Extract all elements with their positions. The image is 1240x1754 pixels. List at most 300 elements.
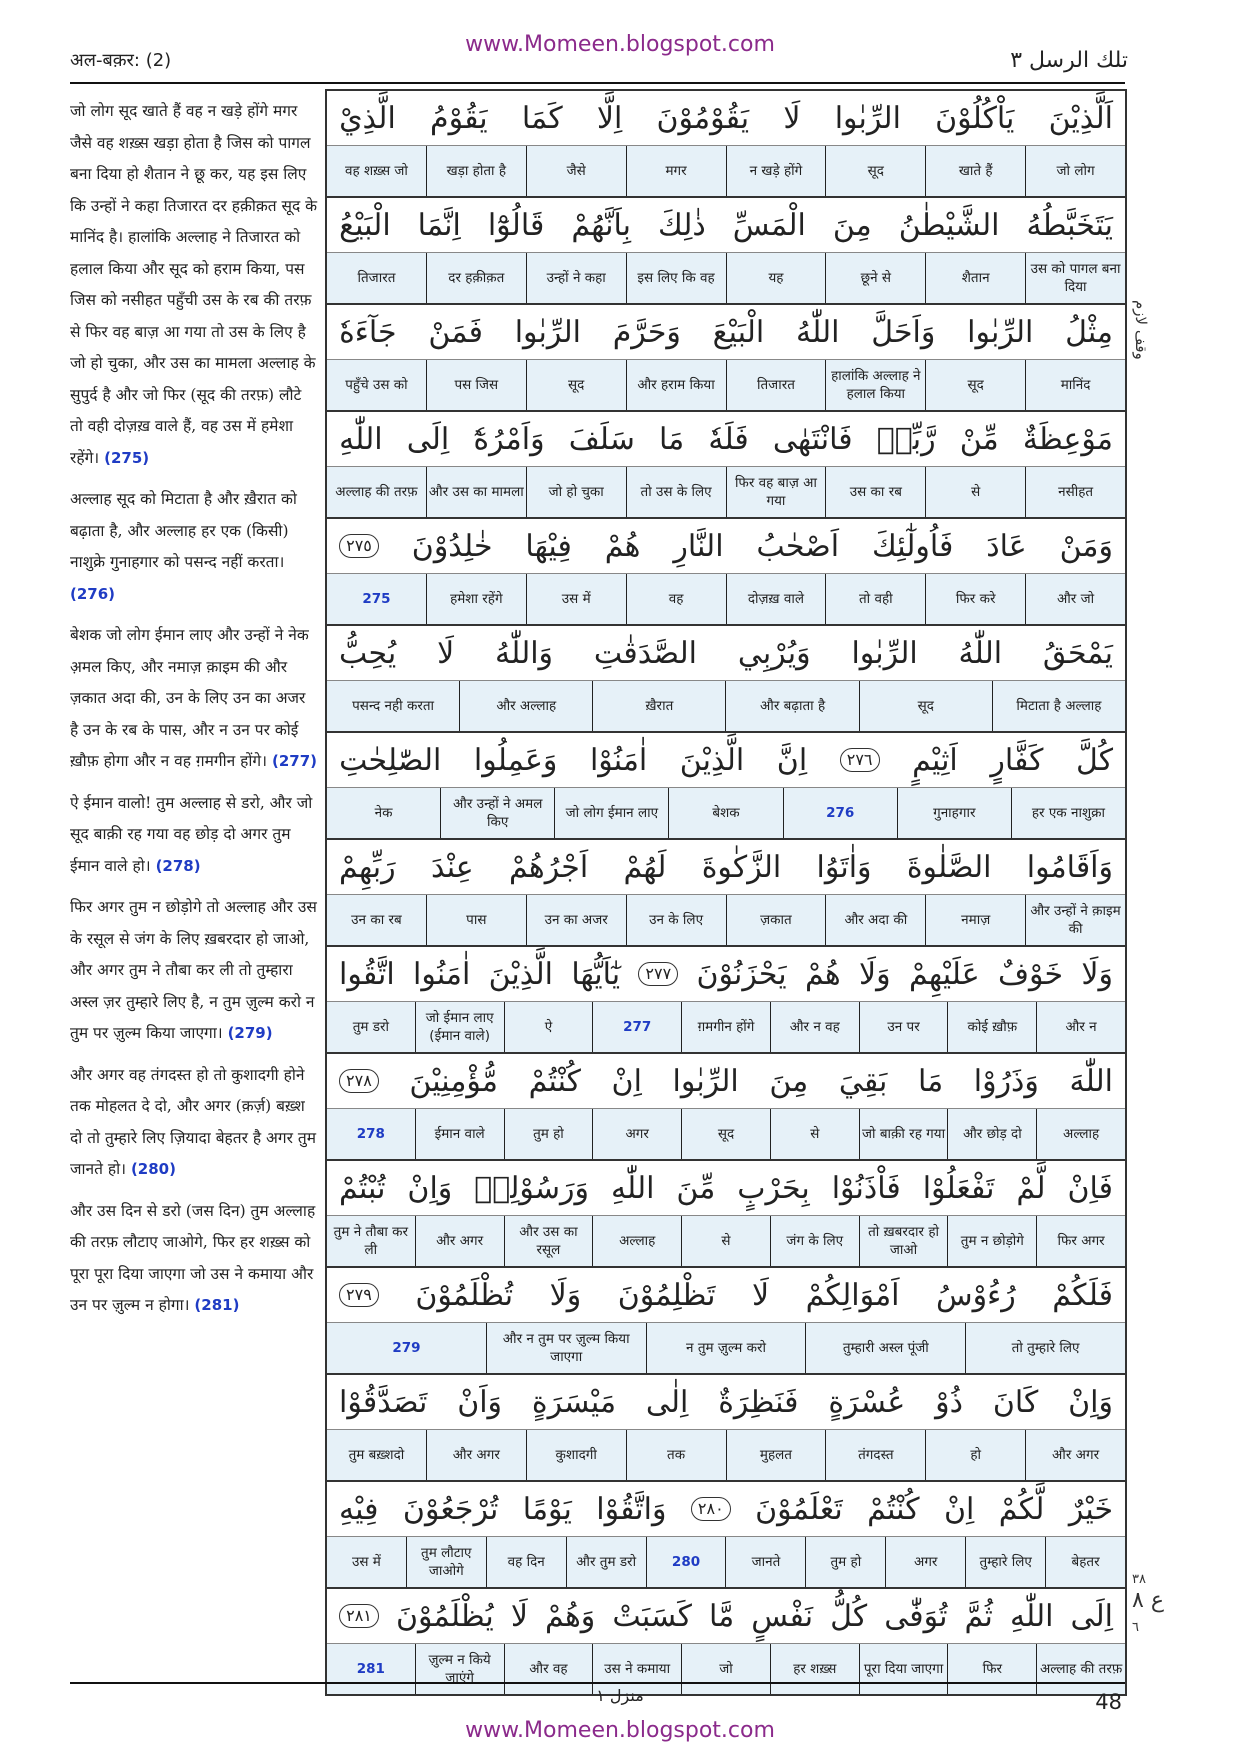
arabic-word: يَقُوْمُ: [430, 100, 488, 136]
translation-cell: यह: [726, 253, 826, 303]
translation-paragraph: फिर अगर तुम न छोड़ोगे तो अल्लाह और उस के रसूल से जंग के लिए ख़बरदार हो जाओ, और अगर तुम ने तौबा कर ली तो तुम्हारा अस्ल ज़र तुम्हारे लिए है, न तुम ज़ुल्म करो न तुम पर ज़ुल्म किया जाएगा। (279): [70, 898, 317, 1042]
arabic-word: تَعْلَمُوْنَ: [755, 1491, 843, 1527]
ruku-count-top: ٣٨: [1132, 1572, 1146, 1587]
verse-number: (277): [271, 752, 317, 770]
ayah-end-marker: ٢٧٨: [339, 1069, 379, 1093]
arabic-verse-line: [327, 91, 1125, 146]
arabic-word: مُّؤْمِنِيْنَ: [409, 1063, 498, 1099]
arabic-word: الَّذِيْنَ: [679, 742, 745, 778]
translation-cell: न खड़े होंगे: [726, 146, 826, 196]
translation-row: [327, 1323, 1125, 1375]
translation-cell: हर शख़्स: [770, 1644, 859, 1694]
arabic-word: اَلَّذِيْنَ: [1048, 100, 1113, 136]
arabic-word: ذٰلِكَ: [657, 207, 706, 243]
translation-cell: जो हो चुका: [526, 467, 626, 517]
arabic-word: الشَّيْطٰنُ: [898, 207, 1000, 243]
translation-cell: जो बाक़ी रह गया: [859, 1109, 948, 1159]
arabic-verse-line: [327, 305, 1125, 360]
translation-cell: से: [925, 467, 1025, 517]
translation-paragraph: और अगर वह तंगदस्त हो तो कुशादगी होने तक मोहलत दे दो, और अगर (क़र्ज़) बख़्श दो तो तुम्हारे लिए ज़ियादा बेहतर है अगर तुम जानते हो। (280): [70, 1065, 316, 1178]
translation-cell: तुम न छोड़ोगे: [947, 1216, 1036, 1266]
translation-cell: जो ईमान लाए (ईमान वाले): [415, 1002, 504, 1052]
arabic-word: فَاْذَنُوْا: [831, 1170, 901, 1206]
translation-cell: बेहतर: [1045, 1537, 1125, 1587]
arabic-word: وَاَحَلَّ: [871, 314, 936, 350]
arabic-word: اِنَّمَا: [417, 207, 461, 243]
translation-cell: और बढ़ाता है: [725, 681, 858, 731]
translation-cell: मुहलत: [726, 1430, 826, 1480]
arabic-word: مَّا: [709, 1598, 735, 1634]
translation-cell: पास: [426, 895, 526, 945]
arabic-word: وَاَقَامُوا: [1026, 849, 1113, 885]
translation-cell: और उस का रसूल: [504, 1216, 593, 1266]
translation-cell: और अल्लाह: [459, 681, 592, 731]
verse-number: (275): [104, 448, 150, 467]
arabic-verse-line: [327, 1482, 1125, 1537]
translation-row: [327, 146, 1125, 198]
translation-cell: अल्लाह की तरफ़: [335, 484, 418, 500]
arabic-verse-line: [327, 1161, 1125, 1216]
header-url[interactable]: www.Momeen.blogspot.com: [465, 32, 775, 57]
translation-cell: नेक: [374, 805, 393, 821]
translation-cell: सूद: [859, 681, 992, 731]
arabic-word: الرِّبٰوا: [967, 314, 1034, 350]
ruku-count-bottom: ٦: [1132, 1620, 1139, 1635]
translation-cell: खाते हैं: [925, 146, 1025, 196]
ayah-end-marker: ٢٨١: [339, 1604, 379, 1628]
arabic-word: اِنْ: [943, 1491, 975, 1527]
translation-cell: तुम हो: [805, 1537, 885, 1587]
arabic-word: تُبْتُمْ: [339, 1170, 386, 1206]
translation-cell: तक: [626, 1430, 726, 1480]
translation-cell: जो लोग ईमान लाए: [554, 788, 668, 838]
arabic-word: كَانَ: [992, 1384, 1039, 1420]
arabic-word: مِّنَ: [676, 1170, 716, 1206]
translation-cell: और वह: [504, 1644, 593, 1694]
arabic-word: يَوْمًا: [522, 1491, 572, 1527]
translation-cell: पसन्द नही करता: [352, 698, 435, 714]
ayah-end-marker: ٢٧٦: [840, 748, 880, 772]
footer-rule: [70, 1682, 1125, 1684]
arabic-word: لَا: [783, 100, 801, 136]
arabic-word: يٰٓاَيُّهَا: [571, 956, 621, 992]
translation-cell: पहुँचे उस को: [345, 377, 408, 393]
arabic-word: وَذَرُوْا: [973, 1063, 1039, 1099]
arabic-word: وَلَا: [549, 1277, 582, 1313]
arabic-word: فَمَنْ: [428, 314, 483, 350]
arabic-word: تُرْجَعُوْنَ: [402, 1491, 499, 1527]
arabic-word: وَهُمْ: [545, 1598, 596, 1634]
arabic-verse-line: [327, 412, 1125, 467]
translation-cell: तुम्हारी अस्ल पूंजी: [805, 1323, 965, 1373]
translation-cell: बेशक: [668, 788, 782, 838]
page-number: 48: [1095, 1690, 1122, 1714]
translation-cell: तुम्हारे लिए: [965, 1537, 1045, 1587]
arabic-word: رُءُوْسُ: [935, 1277, 1016, 1313]
arabic-word: فِيْهِ: [339, 1491, 379, 1527]
arabic-word: اللّٰهِ: [610, 1170, 655, 1206]
arabic-word: الْمَسِّ: [732, 207, 806, 243]
translation-cell: और न तुम पर ज़ुल्म किया जाएगा: [486, 1323, 646, 1373]
arabic-word: يُحِبُّ: [339, 635, 397, 671]
translation-cell: उन के लिए: [626, 895, 726, 945]
arabic-verse-line: [327, 733, 1125, 788]
arabic-verse-line: [327, 626, 1125, 681]
translation-cell: कुशादगी: [526, 1430, 626, 1480]
translation-cell: और जो: [1025, 574, 1125, 624]
translation-row: [327, 574, 1125, 626]
arabic-word: الْبَيْعَ: [712, 314, 765, 350]
footer-url[interactable]: www.Momeen.blogspot.com: [465, 1718, 775, 1743]
arabic-word: وَاللّٰهُ: [495, 635, 554, 671]
arabic-verse-line: [327, 198, 1125, 253]
translation-cell: सूद: [925, 360, 1025, 410]
translation-cell: तंगदस्त: [825, 1430, 925, 1480]
waqf-lazim-mark: وقف لازم: [1132, 300, 1150, 360]
header-rule: [70, 82, 1125, 84]
translation-cell: जो लोग: [1025, 146, 1125, 196]
translation-cell: जैसे: [526, 146, 626, 196]
arabic-word: وَرَسُوْلِهٖ: [474, 1170, 589, 1206]
translation-cell: हो: [925, 1430, 1025, 1480]
arabic-word: مِّنْ: [959, 421, 999, 457]
arabic-word: الزَّكٰوةَ: [701, 849, 782, 885]
surah-header-hindi: अल-बक़र: (2): [70, 50, 172, 71]
ayah-end-marker: ٢٧٥: [339, 534, 379, 558]
translation-cell: से: [770, 1109, 859, 1159]
arabic-word: كُنْتُمْ: [867, 1491, 920, 1527]
translation-cell: वह: [626, 574, 726, 624]
arabic-word: الَّذِيْ: [339, 100, 396, 136]
translation-cell: न तुम ज़ुल्म करो: [646, 1323, 806, 1373]
translation-cell: तो ख़बरदार हो जाओ: [859, 1216, 948, 1266]
ruku-mark: ع ٨: [1132, 1588, 1164, 1613]
arabic-word: لَهُمْ: [623, 849, 667, 885]
arabic-word: وَاتَّقُوْا: [596, 1491, 667, 1527]
translation-cell: ख़ैरात: [592, 681, 725, 731]
arabic-word: مَوْعِظَةٌ: [1022, 421, 1113, 457]
arabic-word: وَاَمْرُهٗٓ: [473, 421, 545, 457]
translation-cell: और हराम किया: [626, 360, 726, 410]
translation-cell: और न वह: [770, 1002, 859, 1052]
arabic-word: مَيْسَرَةٍ: [531, 1384, 617, 1420]
arabic-word: كُنْتُمْ: [528, 1063, 581, 1099]
translation-cell: जंग के लिए: [770, 1216, 859, 1266]
translation-cell: ग़मगीन होंगे: [681, 1002, 770, 1052]
translation-cell: 278: [356, 1126, 385, 1142]
arabic-word: تَفْعَلُوْا: [922, 1170, 995, 1206]
translation-cell: दोज़ख़ वाले: [726, 574, 826, 624]
arabic-word: الرِّبٰوا: [672, 1063, 739, 1099]
translation-cell: और उन्हों ने अमल किए: [440, 788, 554, 838]
arabic-word: الصّٰلِحٰتِ: [339, 742, 442, 778]
translation-cell: और अगर: [426, 1430, 526, 1480]
translation-cell: ऐ: [504, 1002, 593, 1052]
translation-cell: 280: [646, 1537, 726, 1587]
arabic-word: رَّبِّهٖ: [876, 421, 936, 457]
translation-cell: और उस का मामला: [426, 467, 526, 517]
translation-cell: और छोड़ दो: [947, 1109, 1036, 1159]
arabic-word: بِحَرْبٍ: [737, 1170, 810, 1206]
arabic-word: عَلَيْهِمْ: [908, 956, 980, 992]
arabic-word: يَحْزَنُوْنَ: [696, 956, 787, 992]
verse-number: (281): [194, 1296, 240, 1314]
translation-cell: पस जिस: [426, 360, 526, 410]
translation-cell: इस लिए कि वह: [626, 253, 726, 303]
translation-cell: तो वही: [825, 574, 925, 624]
arabic-word: فَلَكُمْ: [1052, 1277, 1113, 1313]
translation-cell: मानिंद: [1025, 360, 1125, 410]
arabic-verse-line: [327, 519, 1125, 574]
translation-cell: मगर: [626, 146, 726, 196]
arabic-word: الرِّبٰوا: [834, 100, 901, 136]
translation-cell: उस में: [351, 1554, 381, 1570]
arabic-verse-line: [327, 1589, 1125, 1644]
arabic-word: الْبَيْعُ: [339, 207, 391, 243]
arabic-word: كَفَّارٍ: [990, 742, 1044, 778]
arabic-word: كَمَا: [521, 100, 563, 136]
translation-paragraph: ऐ ईमान वालो! तुम अल्लाह से डरो, और जो सूद बाक़ी रह गया वह छोड़ दो अगर तुम ईमान वाले हो। (278): [70, 793, 313, 875]
arabic-word: لَّمْ: [1016, 1170, 1046, 1206]
translation-cell: खड़ा होता है: [426, 146, 526, 196]
translation-row: [327, 253, 1125, 305]
arabic-word: ثُمَّ: [964, 1598, 993, 1634]
arabic-word: اَصْحٰبُ: [756, 528, 840, 564]
translation-paragraph: जो लोग सूद खाते हैं वह न खड़े होंगे मगर जैसे वह शख़्स खड़ा होता है जिस को पागल बना दिया हो शैतान ने छू कर, यह इस लिए कि उन्हों ने कहा तिजारत दर हक़ीक़त सूद के मानिंद है। हालांकि अल्लाह ने तिजारत को हलाल किया और सूद को हराम किया, पस जिस को नसीहत पहुँची उस के रब की तरफ़ से फिर वह बाज़ आ गया तो उस के लिए है जो हो चुका, और उस का मामला अल्लाह के सुपुर्द है और जो फिर (सूद की तरफ़) लौटे तो वही दोज़ख़ वाले हैं, वह उस में हमेशा रहेंगे। (275): [70, 102, 318, 467]
juz-header-arabic: تلك الرسل ٣: [1010, 48, 1128, 73]
translation-cell: उस को पागल बना दिया: [1025, 253, 1125, 303]
arabic-word: اللّٰهَ: [1069, 1063, 1113, 1099]
translation-row: [327, 1537, 1125, 1589]
translation-cell: तो उस के लिए: [626, 467, 726, 517]
word-by-word-table: [325, 89, 1127, 1696]
translation-cell: तुम हो: [504, 1109, 593, 1159]
translation-paragraph: अल्लाह सूद को मिटाता है और ख़ैरात को बढ़ाता है, और अल्लाह हर एक (किसी) नाशुक्रे गुनाहगार को पसन्द नहीं करता। (276): [70, 490, 297, 603]
translation-cell: और न: [1036, 1002, 1125, 1052]
translation-cell: फिर वह बाज़ आ गया: [726, 467, 826, 517]
arabic-word: خٰلِدُوْنَ: [411, 528, 493, 564]
arabic-word: فَاِنْ: [1067, 1170, 1113, 1206]
ayah-end-marker: ٢٧٩: [339, 1283, 379, 1307]
translation-cell: सूद: [681, 1109, 770, 1159]
translation-cell: तुम बख़्शदो: [348, 1447, 405, 1463]
arabic-word: وَلَا: [1081, 956, 1113, 992]
translation-cell: तिजारत: [726, 360, 826, 410]
translation-cell: सूद: [526, 360, 626, 410]
arabic-word: اَجْرُهُمْ: [508, 849, 589, 885]
arabic-word: وَاِنْ: [1068, 1384, 1113, 1420]
arabic-word: اٰمَنُوا: [413, 956, 471, 992]
translation-column: [70, 96, 318, 1332]
arabic-word: اللّٰهُ: [958, 635, 1003, 671]
arabic-word: مِنَ: [769, 1063, 809, 1099]
arabic-word: وَاٰتَوُا: [816, 849, 872, 885]
arabic-word: اِلَّا: [596, 100, 623, 136]
translation-cell: ज़ुल्म न किये जाएंगे: [415, 1644, 504, 1694]
translation-cell: तुम डरो: [352, 1019, 390, 1035]
translation-cell: अल्लाह की तरफ़: [1036, 1644, 1125, 1694]
translation-cell: उस का रब: [825, 467, 925, 517]
arabic-word: فَاُولٰٓئِكَ: [871, 528, 954, 564]
arabic-word: اِلَى: [406, 421, 450, 457]
arabic-verse-line: [327, 1268, 1125, 1323]
arabic-word: وَاَنْ: [457, 1384, 503, 1420]
arabic-word: اِلٰى: [645, 1384, 689, 1420]
arabic-word: عَادَ: [986, 528, 1027, 564]
arabic-verse-line: [327, 840, 1125, 895]
verse-number: (278): [155, 856, 201, 875]
arabic-word: قَالُوْٓا: [487, 207, 545, 243]
translation-cell: फिर करे: [925, 574, 1025, 624]
translation-row: [327, 1109, 1125, 1161]
arabic-word: اَثِيْمٍ: [912, 742, 958, 778]
translation-cell: गुनाहगार: [897, 788, 1011, 838]
arabic-word: اللّٰهِ: [1009, 1598, 1054, 1634]
verse-number: (276): [70, 584, 116, 603]
translation-cell: शैतान: [925, 253, 1025, 303]
translation-cell: और अदा की: [825, 895, 925, 945]
translation-cell: नमाज़: [925, 895, 1025, 945]
translation-cell: वह शख़्स जो: [344, 163, 408, 179]
arabic-word: الصَّدَقٰتِ: [593, 635, 697, 671]
arabic-word: بَقِيَ: [838, 1063, 888, 1099]
translation-cell: मिटाता है अल्लाह: [992, 681, 1125, 731]
arabic-word: اَمْوَالِكُمْ: [805, 1277, 900, 1313]
arabic-word: خَيْرٌ: [1068, 1491, 1113, 1527]
translation-cell: हर एक नाशुक्रा: [1011, 788, 1125, 838]
arabic-word: مَا: [659, 421, 685, 457]
translation-cell: फिर अगर: [1036, 1216, 1125, 1266]
arabic-word: مِثْلُ: [1065, 314, 1113, 350]
arabic-word: عُسْرَةٍ: [828, 1384, 906, 1420]
translation-cell: जानते: [725, 1537, 805, 1587]
arabic-word: هُمْ: [604, 528, 641, 564]
translation-cell: उस में: [526, 574, 626, 624]
translation-cell: उन का रब: [351, 912, 402, 928]
translation-cell: और अगर: [415, 1216, 504, 1266]
translation-cell: अल्लाह: [592, 1216, 681, 1266]
arabic-word: الرِّبٰوا: [851, 635, 918, 671]
arabic-word: لَّكُمْ: [998, 1491, 1045, 1527]
arabic-word: تَصَدَّقُوْا: [339, 1384, 428, 1420]
translation-cell: नसीहत: [1025, 467, 1125, 517]
translation-cell: उन पर: [859, 1002, 948, 1052]
arabic-word: سَلَفَ: [568, 421, 635, 457]
translation-cell: फिर: [947, 1644, 1036, 1694]
arabic-word: كُلَّ: [1075, 742, 1113, 778]
arabic-word: مَا: [917, 1063, 944, 1099]
arabic-word: يَقُوْمُوْنَ: [656, 100, 750, 136]
translation-cell: 275: [362, 591, 391, 607]
translation-cell: 281: [356, 1661, 385, 1677]
translation-row: [327, 681, 1125, 733]
arabic-word: الَّذِيْنَ: [488, 956, 554, 992]
arabic-verse-line: [327, 1054, 1125, 1109]
translation-row: [327, 788, 1125, 840]
translation-row: [327, 1216, 1125, 1268]
arabic-word: لَا: [437, 635, 455, 671]
arabic-word: لَا: [510, 1598, 528, 1634]
arabic-word: مِنَ: [832, 207, 872, 243]
arabic-word: فَلَهٗ: [708, 421, 749, 457]
translation-cell: तिजारत: [357, 270, 396, 286]
translation-cell: सूद: [825, 146, 925, 196]
translation-cell: जो: [681, 1644, 770, 1694]
translation-cell: और उन्हों ने क़ाइम की: [1025, 895, 1125, 945]
arabic-word: النَّارِ: [673, 528, 724, 564]
translation-paragraph: और उस दिन से डरो (जस दिन) तुम अल्लाह की तरफ़ लौटाए जाओगे, फिर हर शख़्स को पूरा पूरा दिया जाएगा जो उस ने कमाया और उन पर ज़ुल्म न होगा। (281): [70, 1201, 316, 1314]
translation-cell: ज़कात: [726, 895, 826, 945]
translation-cell: तुम लौटाए जाओगे: [406, 1537, 486, 1587]
translation-cell: अगर: [592, 1109, 681, 1159]
translation-cell: अल्लाह: [1036, 1109, 1125, 1159]
translation-cell: दर हक़ीक़त: [426, 253, 526, 303]
translation-row: [327, 360, 1125, 412]
arabic-word: وَيُرْبِي: [737, 635, 811, 671]
manzil-label: منزل ١: [596, 1686, 644, 1705]
arabic-word: رَبِّهِمْ: [339, 849, 396, 885]
translation-cell: छूने से: [825, 253, 925, 303]
arabic-word: اللّٰهِ: [339, 421, 383, 457]
arabic-verse-line: [327, 1375, 1125, 1430]
arabic-word: وَاِنْ: [407, 1170, 453, 1206]
arabic-word: يُظْلَمُوْنَ: [395, 1598, 494, 1634]
translation-cell: उन का अजर: [526, 895, 626, 945]
arabic-word: عِنْدَ: [430, 849, 474, 885]
translation-cell: ईमान वाले: [415, 1109, 504, 1159]
translation-cell: से: [681, 1216, 770, 1266]
translation-cell: पूरा दिया जाएगा: [859, 1644, 948, 1694]
translation-cell: कोई ख़ौफ़: [947, 1002, 1036, 1052]
translation-row: [327, 467, 1125, 519]
arabic-word: الرِّبٰوا: [514, 314, 581, 350]
arabic-word: ذُوْ: [935, 1384, 963, 1420]
arabic-word: لَا: [751, 1277, 770, 1313]
arabic-word: تَظْلِمُوْنَ: [617, 1277, 716, 1313]
arabic-word: وَعَمِلُوا: [473, 742, 558, 778]
arabic-word: وَمَنْ: [1059, 528, 1113, 564]
verse-number: (279): [227, 1024, 273, 1042]
arabic-word: نَفْسٍ: [751, 1598, 814, 1634]
arabic-word: بِاَنَّهُمْ: [571, 207, 631, 243]
translation-row: [327, 895, 1125, 947]
arabic-word: اِنْ: [611, 1063, 642, 1099]
arabic-word: فَنَظِرَةٌ: [718, 1384, 799, 1420]
arabic-word: وَلَا: [859, 956, 891, 992]
verse-number: (280): [130, 1160, 176, 1178]
arabic-word: يَتَخَبَّطُهُ: [1026, 207, 1113, 243]
translation-cell: हमेशा रहेंगे: [426, 574, 526, 624]
translation-cell: 276: [783, 788, 897, 838]
translation-cell: 279: [392, 1340, 421, 1356]
arabic-word: وَحَرَّمَ: [612, 314, 681, 350]
arabic-word: فَانْتَهٰى: [772, 421, 853, 457]
arabic-word: كُلُّ: [830, 1598, 868, 1634]
arabic-word: الصَّلٰوةَ: [906, 849, 992, 885]
arabic-word: اٰمَنُوْا: [589, 742, 648, 778]
translation-cell: 277: [592, 1002, 681, 1052]
arabic-verse-line: [327, 947, 1125, 1002]
translation-paragraph: बेशक जो लोग ईमान लाए और उन्हों ने नेक अ़मल किए, और नमाज़ क़ाइम की और ज़कात अदा की, उन के लिए उन का अजर है उन के रब के पास, और न उन पर कोई ख़ौफ़ होगा और न वह ग़मगीन होंगे। (277): [70, 626, 317, 770]
translation-cell: उस ने कमाया: [592, 1644, 681, 1694]
translation-row: [327, 1002, 1125, 1054]
arabic-word: هُمْ: [804, 956, 841, 992]
translation-cell: तो तुम्हारे लिए: [965, 1323, 1125, 1373]
translation-cell: और अगर: [1025, 1430, 1125, 1480]
arabic-word: يَمْحَقُ: [1042, 635, 1113, 671]
arabic-word: جَآءَهٗ: [339, 314, 397, 350]
translation-cell: और तुम डरो: [566, 1537, 646, 1587]
